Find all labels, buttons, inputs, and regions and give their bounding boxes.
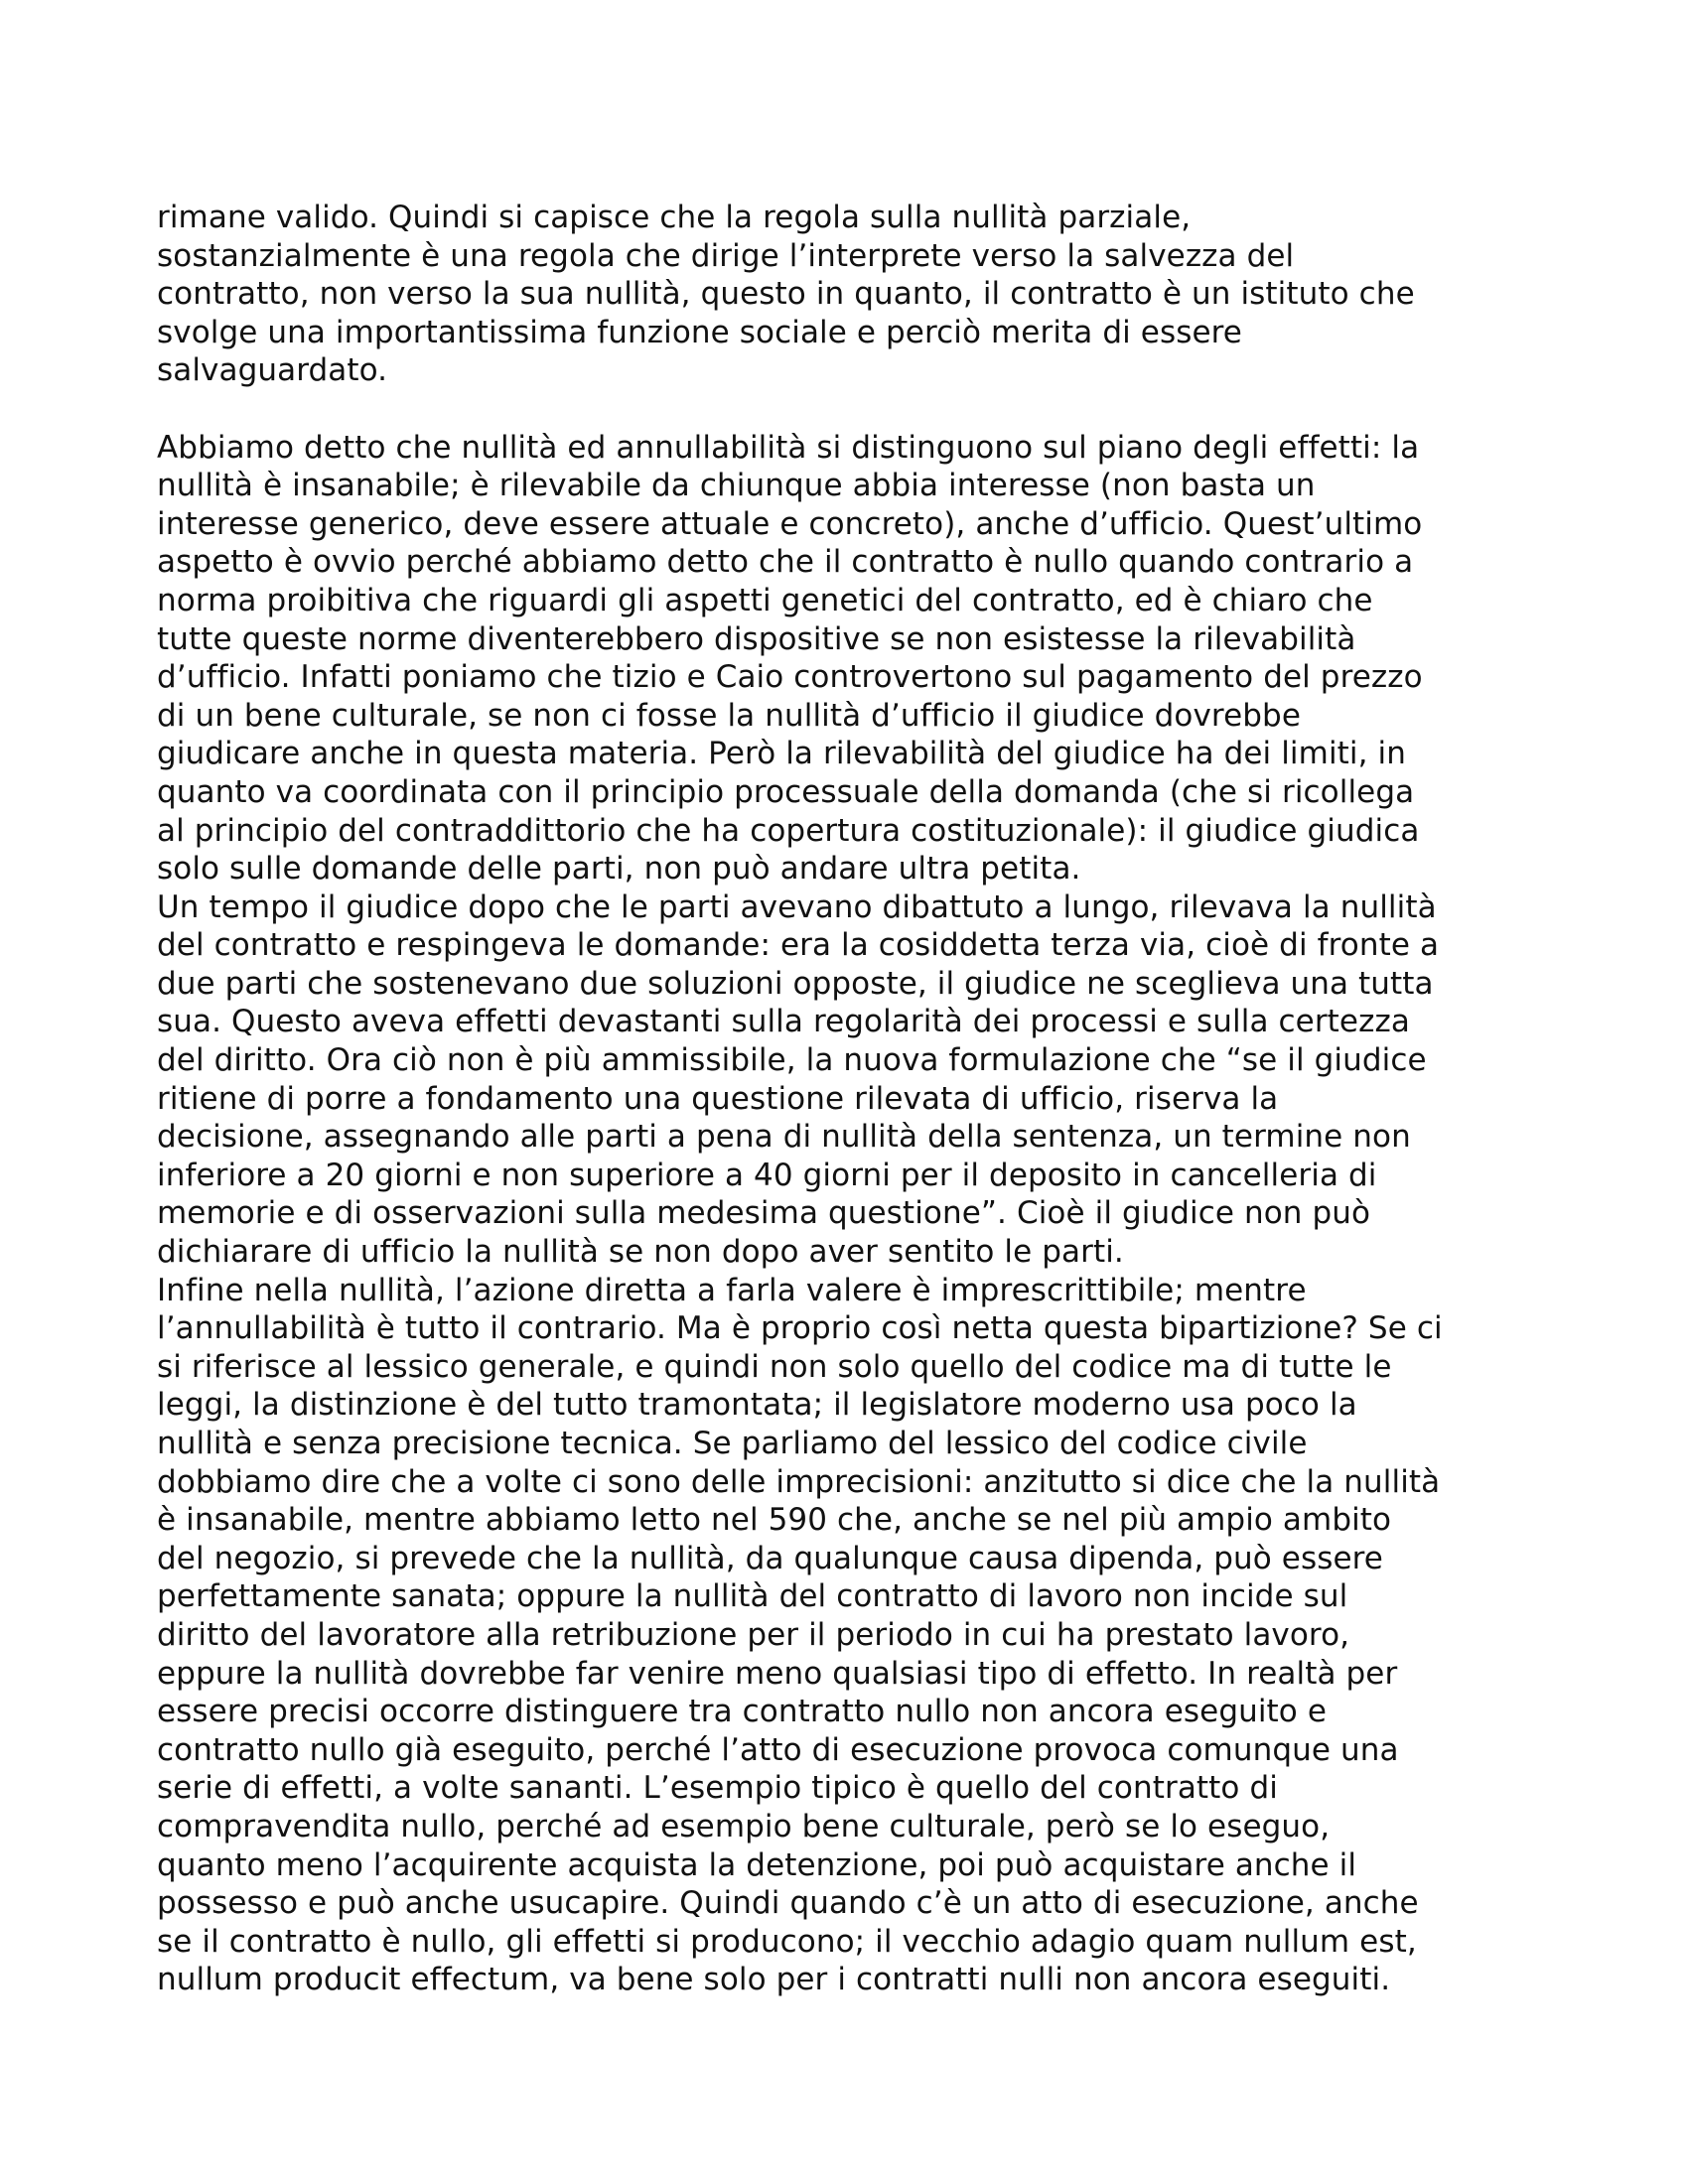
text-line: del diritto. Ora ciò non è più ammissibile, la nuova formulazione che “se il giudice: [157, 1042, 1427, 1079]
text-line: svolge una importantissima funzione sociale e perciò merita di essere: [157, 314, 1242, 350]
text-line: sua. Questo aveva effetti devastanti sulla regolarità dei processi e sulla certezza: [157, 1004, 1410, 1040]
text-line: del contratto e respingeva le domande: era la cosiddetta terza via, cioè di fronte a: [157, 927, 1440, 964]
text-line: aspetto è ovvio perché abbiamo detto che il contratto è nullo quando contrario a: [157, 544, 1414, 581]
text-line: contratto, non verso la sua nullità, questo in quanto, il contratto è un istituto che: [157, 276, 1415, 313]
text-line: d’ufficio. Infatti poniamo che tizio e Caio controvertono sul pagamento del prezzo: [157, 659, 1423, 696]
text-line: dichiarare di ufficio la nullità se non dopo aver sentito le parti.: [157, 1234, 1124, 1271]
text-line: è insanabile, mentre abbiamo letto nel 590 che, anche se nel più ampio ambito: [157, 1502, 1392, 1539]
text-line: eppure la nullità dovrebbe far venire meno qualsiasi tipo di effetto. In realtà per: [157, 1655, 1398, 1692]
text-line: dobbiamo dire che a volte ci sono delle imprecisioni: anzitutto si dice che la nullità: [157, 1463, 1441, 1500]
text-line: quanto meno l’acquirente acquista la detenzione, poi può acquistare anche il: [157, 1846, 1357, 1883]
text-line: norma proibitiva che riguardi gli aspetti genetici del contratto, ed è chiaro che: [157, 582, 1373, 618]
text-line: Un tempo il giudice dopo che le parti avevano dibattuto a lungo, rilevava la nullità: [157, 888, 1437, 925]
text-line: memorie e di osservazioni sulla medesima questione”. Cioè il giudice non può: [157, 1195, 1371, 1232]
text-line: giudicare anche in questa materia. Però la rilevabilità del giudice ha dei limiti, in: [157, 736, 1406, 772]
text-line: serie di effetti, a volte sananti. L’esempio tipico è quello del contratto di: [157, 1770, 1278, 1807]
text-line: solo sulle domande delle parti, non può andare ultra petita.: [157, 851, 1081, 887]
document-body: [157, 199, 1537, 1999]
text-line: compravendita nullo, perché ad esempio bene culturale, però se lo eseguo,: [157, 1808, 1331, 1844]
text-line: contratto nullo già eseguito, perché l’atto di esecuzione provoca comunque una: [157, 1731, 1399, 1768]
document-page: [157, 199, 1537, 1999]
text-line: rimane valido. Quindi si capisce che la regola sulla nullità parziale,: [157, 200, 1192, 235]
text-line: diritto del lavoratore alla retribuzione per il periodo in cui ha prestato lavoro,: [157, 1616, 1350, 1653]
text-line: Abbiamo detto che nullità ed annullabilità si distinguono sul piano degli effetti: la: [157, 429, 1420, 466]
text-line: decisione, assegnando alle parti a pena di nullità della sentenza, un termine non: [157, 1119, 1411, 1156]
text-line: tutte queste norme diventerebbero dispositive se non esistesse la rilevabilità: [157, 620, 1356, 657]
text-line: l’annullabilità è tutto il contrario. Ma è proprio così netta questa bipartizione? Se ci: [157, 1310, 1443, 1347]
text-line: possesso e può anche usucapire. Quindi quando c’è un atto di esecuzione, anche: [157, 1885, 1419, 1922]
text-line: perfettamente sanata; oppure la nullità del contratto di lavoro non incide sul: [157, 1578, 1348, 1615]
text-line: Infine nella nullità, l’azione diretta a farla valere è imprescrittibile; mentre: [157, 1272, 1307, 1308]
text-line: essere precisi occorre distinguere tra contratto nullo non ancora eseguito e: [157, 1694, 1328, 1730]
text-line: leggi, la distinzione è del tutto tramontata; il legislatore moderno usa poco la: [157, 1387, 1357, 1424]
text-line: nullità è insanabile; è rilevabile da chiunque abbia interesse (non basta un: [157, 468, 1316, 504]
text-line: si riferisce al lessico generale, e quindi non solo quello del codice ma di tutte le: [157, 1348, 1392, 1385]
text-line: se il contratto è nullo, gli effetti si producono; il vecchio adagio quam nullum est,: [157, 1923, 1417, 1960]
text-line: due parti che sostenevano due soluzioni opposte, il giudice ne sceglieva una tutta: [157, 965, 1434, 1002]
text-line: del negozio, si prevede che la nullità, da qualunque causa dipenda, può essere: [157, 1540, 1383, 1576]
text-line: nullum producit effectum, va bene solo per i contratti nulli non ancora eseguiti.: [157, 1962, 1391, 1998]
text-line: sostanzialmente è una regola che dirige l’interprete verso la salvezza del: [157, 237, 1295, 274]
text-line: salvaguardato.: [157, 352, 388, 389]
text-line: inferiore a 20 giorni e non superiore a 40 giorni per il deposito in cancelleria di: [157, 1157, 1377, 1193]
text-line: al principio del contraddittorio che ha copertura costituzionale): il giudice giudica: [157, 812, 1420, 849]
text-line: di un bene culturale, se non ci fosse la nullità d’ufficio il giudice dovrebbe: [157, 697, 1301, 734]
paragraph-gap: [157, 390, 1537, 429]
text-line: quanto va coordinata con il principio processuale della domanda (che si ricollega: [157, 773, 1415, 810]
text-line: interesse generico, deve essere attuale e concreto), anche d’ufficio. Quest’ultimo: [157, 505, 1423, 542]
text-line: nullità e senza precisione tecnica. Se parliamo del lessico del codice civile: [157, 1426, 1308, 1461]
text-line: ritiene di porre a fondamento una questione rilevata di ufficio, riserva la: [157, 1080, 1279, 1117]
